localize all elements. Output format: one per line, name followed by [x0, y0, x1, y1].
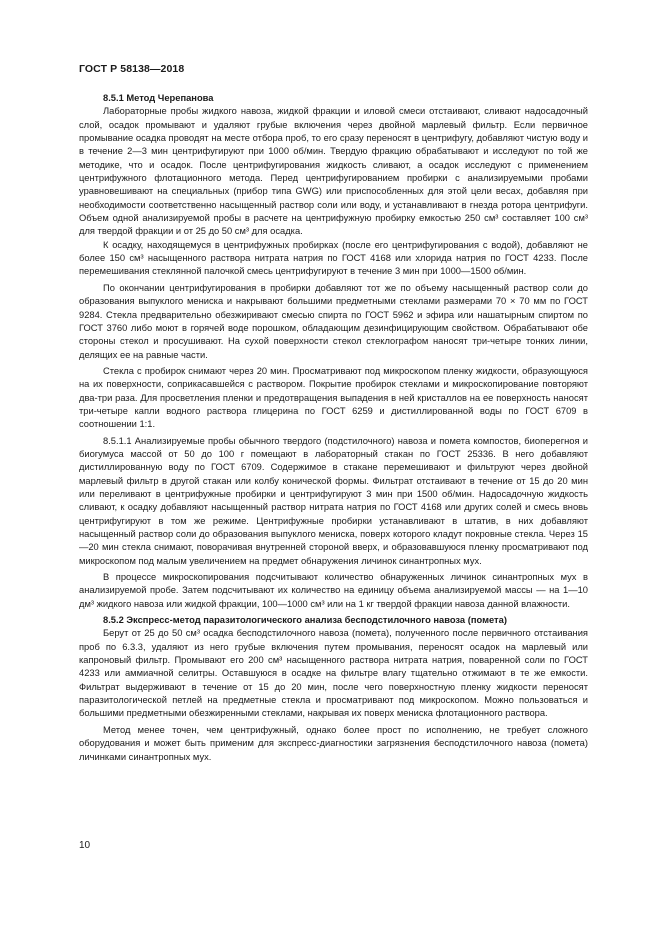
paragraph: Берут от 25 до 50 см³ осадка бесподстилочного навоза (помета), полученного после первичного отстаивания проб по 6.3.3, удаляют из него грубые включения путем промывания, переносят осадок на марлевый или капроновый фильтр. Промывают его 200 см³ насыщенного раствора нитрата натрия, поваренной соли по ГОСТ 4233 или аммиачной селитры. Оставшуюся в осадке на фильтре влагу тщательно отжимают в те же емкости. Фильтрат выдерживают в течение от 15 до 20 мин, после чего поверхностную пленку жидкости переносят паразитологической петлей на предметные стекла и просматривают под микроскопом. Можно пользоваться и большими предметными обезжиренными стеклами, накрывая их поверх мениска флотационного раствора.: [79, 628, 588, 719]
section-heading-8-5-1: 8.5.1 Метод Черепанова: [103, 93, 214, 103]
section-heading-8-5-2: 8.5.2 Экспресс-метод паразитологического анализа бесподстилочного навоза (помета): [103, 615, 507, 626]
paragraph: К осадку, находящемуся в центрифужных пробирках (после его центрифугирования с водой), добавляют не более 150 см³ насыщенного раствора нитрата натрия по ГОСТ 4168 или хлорида натрия по ГОСТ 4233. После перемешивания стеклянной палочкой смесь центрифугируют в течение 3 мин при 1000—1500 об/мин.: [79, 239, 588, 277]
paragraph: В процессе микроскопирования подсчитывают количество обнаруженных личинок синантропных мух в анализируемой пробе. Затем подсчитывают их количество на единицу объема анализируемой массы — на 1—10 дм³ жидкого навоза или жидкой фракции, 100—1000 см³ или на 1 кг твердой фракции навоза данной влажности.: [79, 572, 588, 609]
paragraph: По окончании центрифугирования в пробирки добавляют тот же по объему насыщенный раствор соли до образования выпуклого мениска и накрывают большими предметными стеклами размерами 70 × 70 мм по ГОСТ 9284. Стекла предварительно обезжиривают смесью спирта по ГОСТ 5962 и эфира или нашатырным спиртом по ГОСТ 3760 либо моют в горячей воде порошком, обладающим дезинфицирующим свойством. Обрабатывают обе стороны стекол и просушивают. На сухой поверхности стекол стеклографом наносят три-четыре тонких линии, делящих ее на равные части.: [79, 282, 588, 360]
document-body: [79, 92, 588, 764]
paragraph: Стекла с пробирок снимают через 20 мин. Просматривают под микроскопом пленку жидкости, образующуюся на их поверхности, соприкасавшейся с раствором. Покрытие пробирок стеклами и микроскопирование повторяют два-три раза. Для просветления пленки и предотвращения выпадения в ней кристаллов на ее поверхность наносят три-четыре капли водного раствора глицерина по ГОСТ 6259 и дистиллированной воды по ГОСТ 6709 в соотношении 1:1.: [79, 365, 588, 430]
page-number: 10: [79, 840, 91, 851]
standard-id-header: ГОСТ Р 58138—2018: [79, 63, 185, 75]
paragraph: Метод менее точен, чем центрифужный, однако более прост по исполнению, не требует сложного оборудования и может быть применим для экспресс-диагностики загрязнения бесподстилочного навоза (помета) личинками синантропных мух.: [79, 724, 588, 762]
paragraph: Лабораторные пробы жидкого навоза, жидкой фракции и иловой смеси отстаивают, сливают надосадочный слой, осадок промывают и удаляют грубые включения через двойной марлевый фильтр. Если первичное промывание осадка проводят на месте отбора проб, то его сразу переносят в центрифугу, добавляют чистую воду и в течение 2—3 мин центрифугируют при 1000 об/мин. Твердую фракцию обрабатывают и исследуют по той же методике, что и осадок. После центрифугирования жидкость сливают, а осадок исследуют с применением центрифужного флотационного метода. Перед центрифугированием пробирки с анализируемыми пробами уравновешивают на специальных (прибор типа GWG) или приспособленных для этой цели весах, добавляя при необходимости соответственно насыщенный раствор соли или воду, и устанавливают в гнезда ротора центрифуги. Объем одной анализируемой пробы в расчете на центрифужную пробирку емкостью 250 см³ составляет 100 см³ для твердой фракции и от 25 до 50 см³ для осадка.: [79, 106, 588, 237]
paragraph: 8.5.1.1 Анализируемые пробы обычного твердого (подстилочного) навоза и помета компостов, биоперегноя и биогумуса массой от 50 до 100 г помещают в лабораторный стакан по ГОСТ 25336. В него добавляют дистиллированную воду по ГОСТ 6709. Содержимое в стакане перемешивают и фильтруют через двойной марлевый фильтр в другой стакан или колбу конической формы. Фильтрат отстаивают в течение от 15 до 20 мин или переливают в центрифужные пробирки и центрифугируют 3 мин при 1500 об/мин. Надосадочную жидкость сливают, к осадку добавляют насыщенный раствор нитрата натрия по ГОСТ 4168 или других солей и смесь вновь центрифугируют в том же режиме. Центрифужные пробирки устанавливают в штатив, в них добавляют насыщенный раствор соли до образования выпуклого мениска, поверх которого кладут покровные стекла. Через 15—20 мин стекла снимают, поворачивая внутренней стороной вверх, и образовавшуюся пленку просматривают под микроскопом под малым увеличением на предмет обнаружения личинок синантропных мух.: [79, 435, 588, 566]
